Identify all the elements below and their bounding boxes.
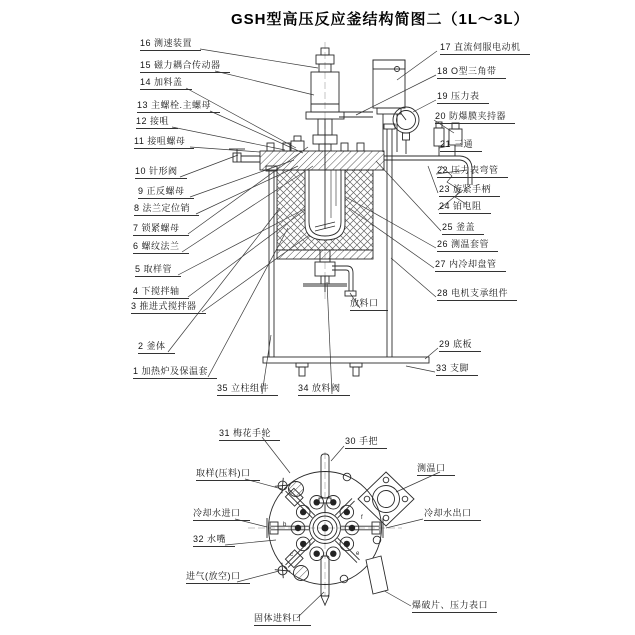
label-21-tee: 21 三通 xyxy=(440,139,482,152)
label-13-main-bolt-nut: 13 主螺栓.主螺母 xyxy=(137,100,220,113)
label-17-dc-servo-motor: 17 直流伺服电动机 xyxy=(440,42,530,55)
label-16-speed-measuring-device: 16 测速装置 xyxy=(140,38,201,51)
label-29-base-plate: 29 底板 xyxy=(439,339,481,352)
label-27-inner-cooling-coil: 27 内冷却盘管 xyxy=(435,259,506,272)
label-solid-feed-port: 固体进料口 xyxy=(254,613,311,626)
page-title: GSH型高压反应釜结构简图二（1L～3L） xyxy=(231,11,530,28)
label-temperature-port: 测温口 xyxy=(417,463,455,476)
label-32-water-nozzle: 32 水嘴 xyxy=(193,534,235,547)
label-23-tightening-handle: 23 旋紧手柄 xyxy=(439,184,500,197)
label-24-platinum-resistance: 24 铂电阻 xyxy=(439,201,491,214)
label-22-gauge-bend-pipe: 22 压力表弯管 xyxy=(437,165,508,178)
label-26-thermowell: 26 测温套管 xyxy=(437,239,498,252)
label-6-threaded-flange: 6 螺纹法兰 xyxy=(133,241,189,254)
label-25-kettle-lid: 25 釜盖 xyxy=(442,222,484,235)
label-discharge-port: 放料口 xyxy=(350,298,388,311)
label-12-nozzle: 12 接咀 xyxy=(136,116,178,129)
label-31-plum-handwheel: 31 梅花手轮 xyxy=(219,428,280,441)
label-20-rupture-disc-holder: 20 防爆膜夹持器 xyxy=(435,111,515,124)
label-gas-inlet-vent-port: 进气(放空)口 xyxy=(186,571,250,584)
label-14-feed-cover: 14 加料盖 xyxy=(140,77,192,90)
label-8-flange-locating-pin: 8 法兰定位销 xyxy=(134,203,199,216)
vessel-figure xyxy=(277,119,373,259)
port-letter-b: b xyxy=(283,522,287,528)
label-1-heating-furnace-jacket: 1 加热炉及保温套 xyxy=(133,366,217,379)
kettle-lid-figure xyxy=(260,136,384,170)
label-30-handle: 30 手把 xyxy=(345,436,387,449)
label-35-column-assembly: 35 立柱组件 xyxy=(217,383,278,396)
label-4-lower-stirring-shaft: 4 下搅拌轴 xyxy=(133,286,189,299)
label-18-v-belt: 18 O型三角带 xyxy=(437,66,506,79)
label-7-lock-nut: 7 锁紧螺母 xyxy=(133,223,189,236)
label-15-magnetic-coupling-drive: 15 磁力耦合传动器 xyxy=(140,60,230,73)
label-cooling-water-inlet: 冷却水进口 xyxy=(193,508,250,521)
label-19-pressure-gauge: 19 压力表 xyxy=(437,91,489,104)
label-9-forward-reverse-nut: 9 正反螺母 xyxy=(138,186,194,199)
label-34-discharge-valve: 34 放料阀 xyxy=(298,383,350,396)
label-5-sampling-tube: 5 取样管 xyxy=(135,264,181,277)
label-sampling-port: 取样(压料)口 xyxy=(196,468,260,481)
port-letter-c: c xyxy=(290,552,293,558)
port-letter-f: f xyxy=(361,515,363,521)
label-28-motor-support: 28 电机支承组件 xyxy=(437,288,517,301)
leader-lines xyxy=(168,49,467,618)
thermo-port-flange-figure xyxy=(358,472,414,526)
label-2-kettle-body: 2 釜体 xyxy=(138,341,175,354)
label-rupture-disc-gauge-port: 爆破片、压力表口 xyxy=(412,600,497,613)
rupture-disc-figure xyxy=(366,556,388,594)
motor-figure xyxy=(373,60,405,152)
lid-top-view xyxy=(248,452,414,606)
port-letter-e: e xyxy=(356,551,360,557)
label-11-nozzle-nut: 11 接咀螺母 xyxy=(134,136,194,149)
spoke-northeast xyxy=(335,498,355,518)
label-10-needle-valve: 10 针形阀 xyxy=(135,166,187,179)
label-33-support-feet: 33 支脚 xyxy=(436,363,478,376)
label-3-propeller-stirrer: 3 推进式搅拌器 xyxy=(131,301,206,314)
elevation-drawing xyxy=(229,42,472,376)
label-cooling-water-outlet: 冷却水出口 xyxy=(424,508,481,521)
